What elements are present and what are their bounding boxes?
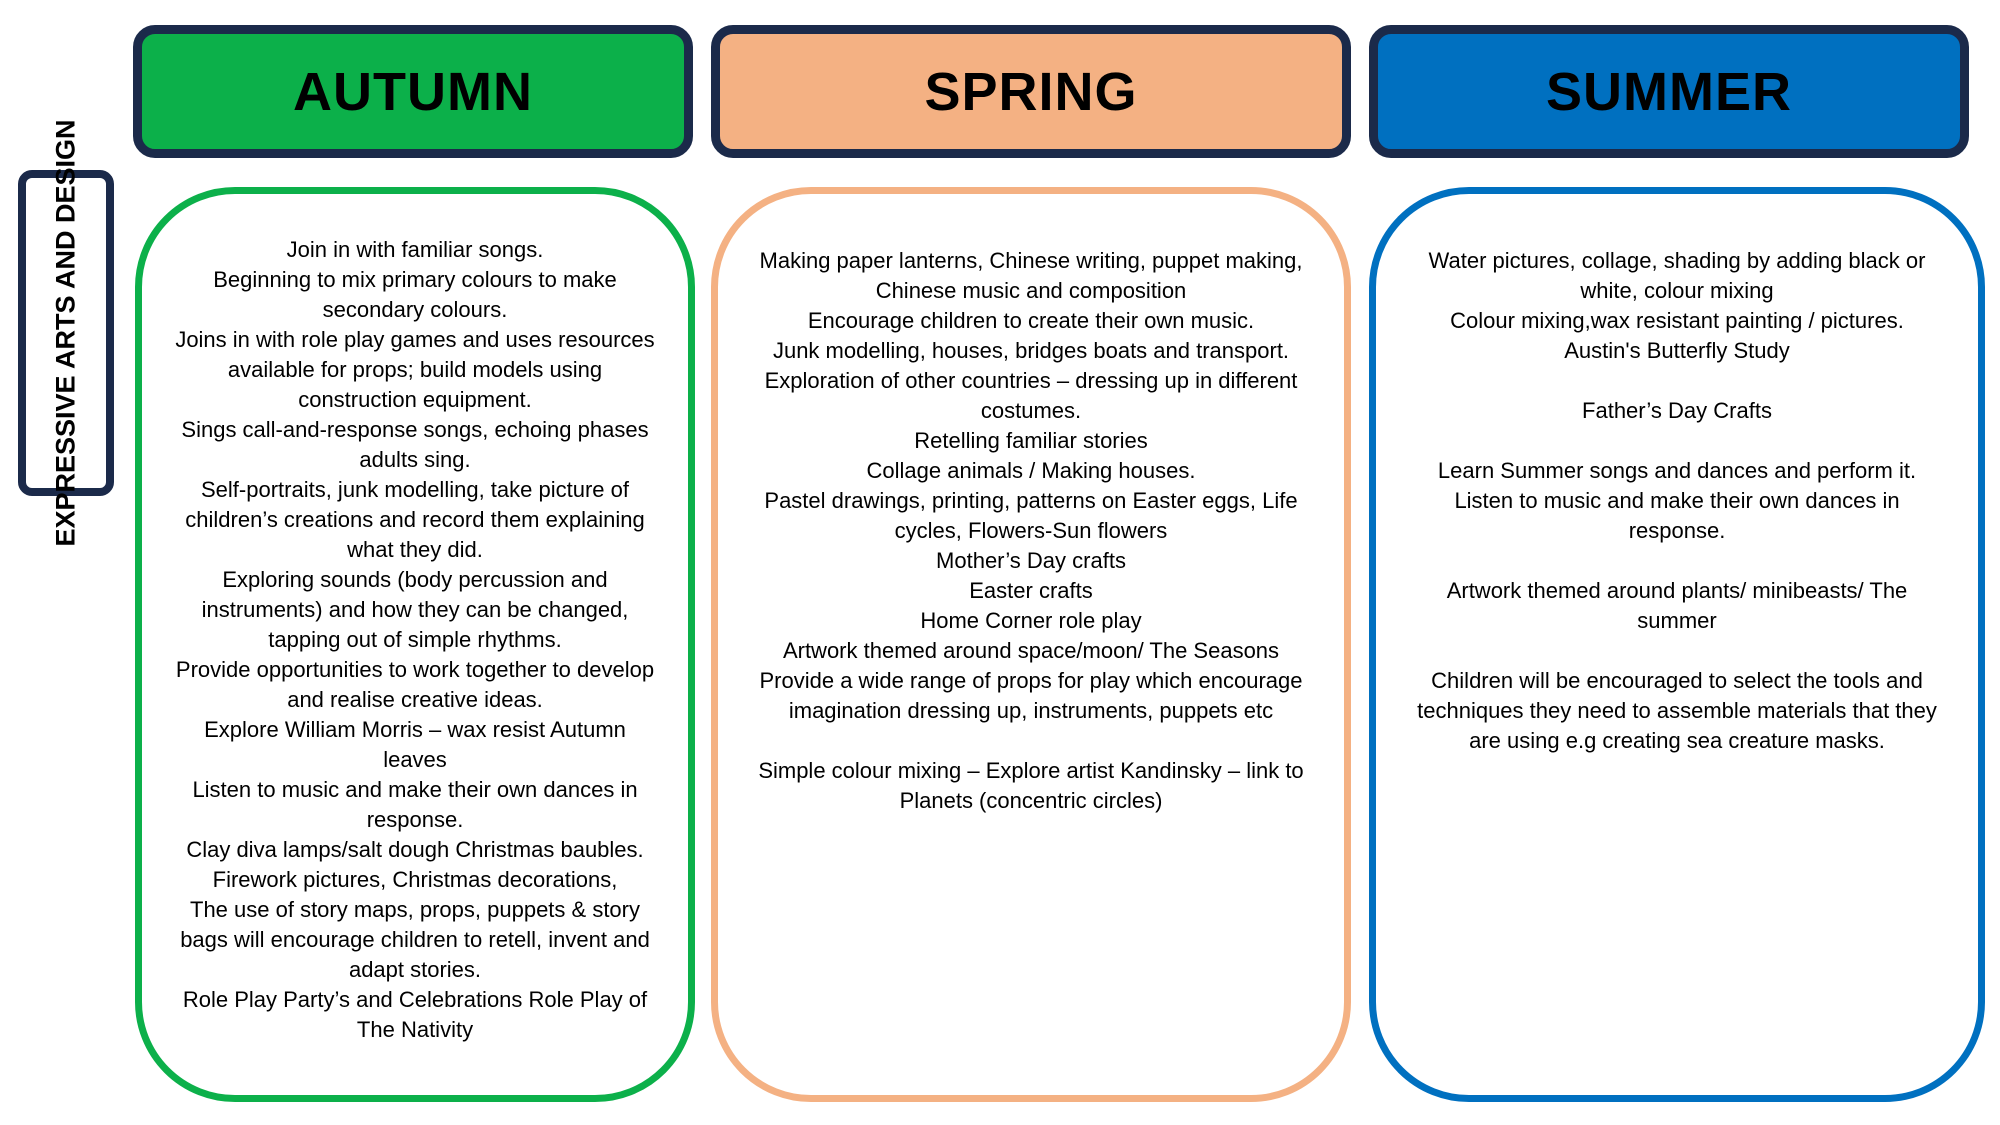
spring-title: SPRING <box>924 61 1138 122</box>
list-item: Colour mixing,wax resistant painting / pictures. <box>1450 308 1904 333</box>
list-item: Artwork themed around space/moon/ The Seasons <box>782 638 1280 663</box>
list-item: Pastel drawings, printing, patterns on Easter eggs, Life cycles, Flowers-Sun flowers <box>764 488 1298 543</box>
list-item: Easter crafts <box>969 578 1093 603</box>
summer-title: SUMMER <box>1546 61 1792 122</box>
spring-header <box>711 25 1351 158</box>
list-spacer <box>1406 426 1948 456</box>
list-spacer <box>1406 636 1948 666</box>
list-item: Listen to music and make their own dances in response. <box>1454 488 1900 543</box>
list-item: Join in with familiar songs. <box>286 237 544 262</box>
list-item: Self-portraits, junk modelling, take picture of children’s creations and record them explaining what they did. <box>185 477 645 562</box>
summer-panel <box>1369 187 1985 1102</box>
spring-panel <box>711 187 1351 1102</box>
list-item: Listen to music and make their own dances in response. <box>192 777 638 832</box>
list-spacer <box>1406 366 1948 396</box>
list-item: Home Corner role play <box>920 608 1142 633</box>
list-item: Austin's Butterfly Study <box>1564 338 1790 363</box>
list-item: Joins in with role play games and uses resources available for props; build models using construction equipment. <box>175 327 655 412</box>
list-item: Collage animals / Making houses. <box>866 458 1196 483</box>
list-item: Father’s Day Crafts <box>1582 398 1772 423</box>
list-item: Beginning to mix primary colours to make secondary colours. <box>213 267 617 322</box>
list-item: Role Play Party’s and Celebrations Role Play of The Nativity <box>182 987 648 1042</box>
list-item: Firework pictures, Christmas decorations, <box>212 867 618 892</box>
list-item: The use of story maps, props, puppets & story bags will encourage children to retell, invent and adapt stories. <box>180 897 650 982</box>
list-item: Children will be encouraged to select the tools and techniques they need to assemble materials that they are using e.g creating sea creature masks. <box>1417 668 1937 753</box>
autumn-title: AUTUMN <box>293 61 533 122</box>
list-item: Exploring sounds (body percussion and instruments) and how they can be changed, tapping out of simple rhythms. <box>201 567 629 652</box>
list-item: Simple colour mixing – Explore artist Kandinsky – link to Planets (concentric circles) <box>758 758 1304 813</box>
autumn-activity-list <box>142 194 688 1045</box>
list-item: Learn Summer songs and dances and perform it. <box>1437 458 1917 483</box>
autumn-panel <box>135 187 695 1102</box>
list-item: Explore William Morris – wax resist Autumn leaves <box>204 717 626 772</box>
spring-activity-list <box>718 194 1344 816</box>
list-item: Encourage children to create their own music. <box>807 308 1255 333</box>
list-item: Mother’s Day crafts <box>936 548 1126 573</box>
subject-label <box>18 119 114 547</box>
list-spacer <box>1406 546 1948 576</box>
list-item: Provide opportunities to work together to develop and realise creative ideas. <box>175 657 655 712</box>
list-item: Artwork themed around plants/ minibeasts/ The summer <box>1446 578 1908 633</box>
list-item: Making paper lanterns, Chinese writing, puppet making, Chinese music and composition <box>759 248 1303 303</box>
list-item: Junk modelling, houses, bridges boats and transport. <box>772 338 1290 363</box>
list-item: Clay diva lamps/salt dough Christmas baubles. <box>186 837 644 862</box>
summer-activity-list <box>1376 194 1978 756</box>
list-item: Provide a wide range of props for play which encourage imagination dressing up, instruments, puppets etc <box>759 668 1303 723</box>
subject-label-text: EXPRESSIVE ARTS AND DESIGN <box>51 119 81 547</box>
list-item: Exploration of other countries – dressing up in different costumes. <box>764 368 1298 423</box>
list-item: Water pictures, collage, shading by adding black or white, colour mixing <box>1428 248 1926 303</box>
summer-header <box>1369 25 1969 158</box>
list-spacer <box>748 726 1314 756</box>
list-item: Sings call-and-response songs, echoing phases adults sing. <box>181 417 649 472</box>
autumn-header <box>133 25 693 158</box>
list-item: Retelling familiar stories <box>914 428 1148 453</box>
